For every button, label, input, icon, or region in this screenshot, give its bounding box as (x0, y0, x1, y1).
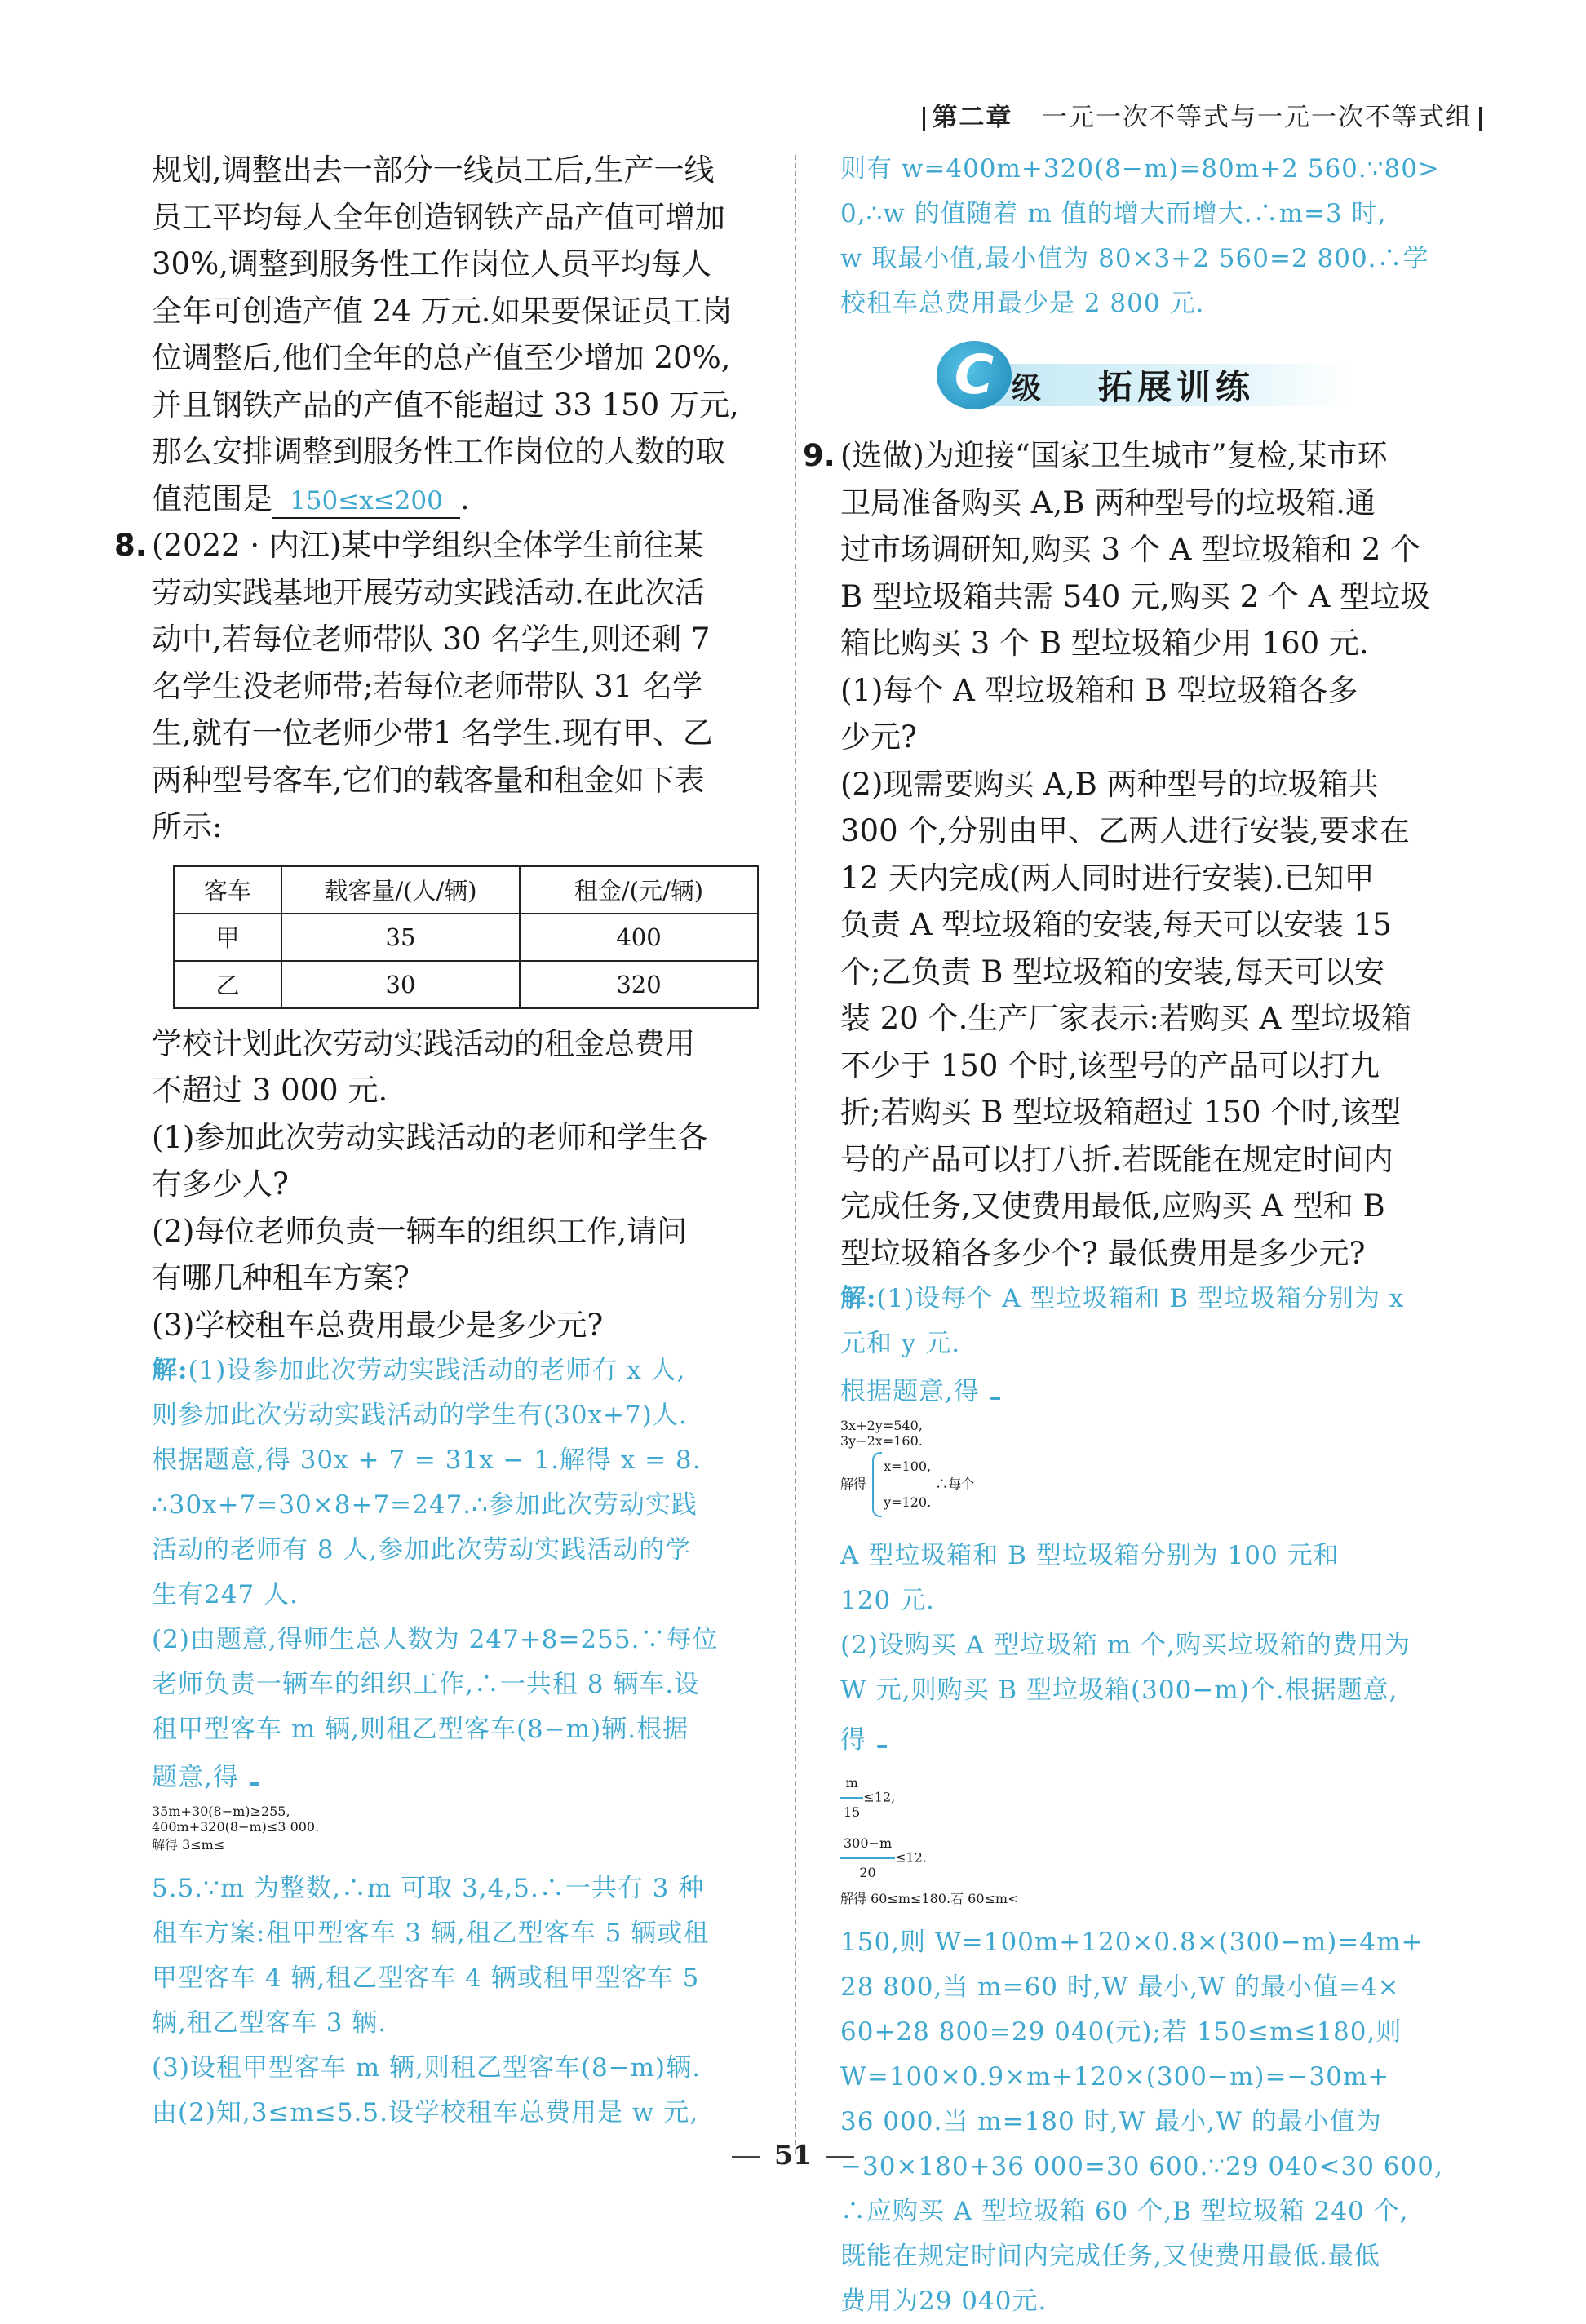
q7-line (152, 428, 765, 476)
q7-text: 全年可创造产值 24 万元.如果要保证员工岗 (152, 293, 733, 329)
sys3-suffix: 解得 60≤m≤180.若 60≤m< (840, 1891, 1019, 1906)
q8-text: 生,就有一位老师少带1 名学生.现有甲、乙 (152, 715, 713, 750)
q8-sol-line (152, 1911, 765, 1956)
q7-answer-blank: 150≤x≤200 (272, 485, 460, 519)
sys2b-line: x=100, (884, 1459, 932, 1474)
q9-text (840, 432, 1477, 1277)
q8-line (152, 569, 765, 617)
sys2-line: 3y−2x=160. (840, 1433, 923, 1449)
q8-text (152, 522, 765, 851)
q8-sol-text: 辆,租乙型客车 3 辆. (152, 2008, 388, 2038)
q8-line (152, 616, 765, 663)
q8-sol-line (152, 1956, 765, 2001)
q9-sol-text: A 型垃圾箱和 B 型垃圾箱分别为 100 元和 (840, 1541, 1340, 1570)
q8-sol-line (152, 1348, 765, 1393)
q8-sub-text: 有哪几种租车方案? (152, 1260, 410, 1295)
q8-system-line (152, 1755, 765, 1800)
q8-number: 8. (114, 528, 147, 563)
sys2-prefix: 根据题意,得 (840, 1377, 980, 1406)
frac2-numerator: 300−m (840, 1830, 895, 1859)
q7-last-prefix: 值范围是 (152, 480, 272, 516)
q8-line (152, 757, 765, 804)
q8-sol-cont-line (840, 237, 1477, 281)
level-c-badge: C (937, 341, 1012, 409)
q8-text: (2022 · 内江)某中学组织全体学生前往某 (152, 528, 704, 563)
q8-solution-part3 (840, 147, 1477, 326)
q9-sol-line (840, 2234, 1477, 2279)
q9-text: (1)每个 A 型垃圾箱和 B 型垃圾箱各多 (840, 672, 1358, 708)
q9-line (840, 1230, 1477, 1277)
q9-line (840, 526, 1477, 573)
q8-sol-cont-line (840, 147, 1477, 192)
table-cell: 乙 (174, 961, 281, 1008)
level-ji-label: 级 (1012, 371, 1042, 405)
solution-system-2 (871, 1449, 931, 1521)
q8-sub-line (152, 1302, 765, 1349)
q9-line (840, 855, 1477, 902)
q7-text: 那么安排调整到服务性工作岗位的人数的取 (152, 434, 725, 469)
q9-sol-line (840, 2010, 1477, 2055)
q8-sub-text: 不超过 3 000 元. (152, 1073, 388, 1108)
q8-sol-line (152, 2046, 765, 2091)
q9-solution-second (840, 1321, 1477, 1366)
q8-sol-line (152, 1707, 765, 1752)
q9-text: 折;若购买 B 型垃圾箱超过 150 个时,该型 (840, 1095, 1402, 1130)
q8-sol-line (152, 1662, 765, 1707)
q9-number: 9. (803, 438, 835, 473)
page-header (916, 96, 1488, 133)
q9-sol-text: 28 800,当 m=60 时,W 最小,W 的最小值=4× (840, 1972, 1400, 2002)
q8-sol-line (152, 1483, 765, 1528)
q8-text: 劳动实践基地开展劳动实践活动.在此次活 (152, 574, 705, 610)
fraction-300-m-over-20 (840, 1830, 895, 1887)
table-header-row (174, 866, 758, 914)
q8-solution-part2 (152, 1866, 765, 2136)
level-title: 拓展训练 (1098, 367, 1256, 407)
q7-line (152, 334, 765, 382)
q9-line (840, 995, 1477, 1042)
q9-sol-line (840, 2279, 1477, 2324)
question-8 (114, 522, 765, 851)
q9-sol-line (840, 1920, 1477, 1965)
sys1-line: 35m+30(8−m)≥255, (152, 1804, 290, 1819)
q9-text: 型垃圾箱各多少个? 最低费用是多少元? (840, 1235, 1366, 1271)
q8-text: 所示: (152, 809, 223, 844)
q7-line (152, 382, 765, 429)
q9-sol-line (840, 2189, 1477, 2234)
q8-sol-text: 5.5.∵m 为整数,∴m 可取 3,4,5.∴一共有 3 种 (152, 1874, 705, 1903)
q9-sol-text: 费用为29 040元. (840, 2286, 1048, 2316)
q9-sol-line (840, 1965, 1477, 2010)
sys1-suffix: 解得 3≤m≤ (152, 1837, 225, 1853)
q8-sol-cont-line (840, 192, 1477, 237)
q9-sol-line (840, 1578, 1477, 1623)
q9-text: 不少于 150 个时,该型号的产品可以打九 (840, 1047, 1380, 1083)
sys3-row-1 (840, 1768, 1477, 1828)
solution-label: 解: (152, 1356, 188, 1385)
table-cell: 甲 (174, 914, 281, 961)
sys1-line: 400m+320(8−m)≤3 000. (152, 1819, 320, 1835)
q9-sol-text: 60+28 800=29 040(元);若 150≤m≤180,则 (840, 2017, 1402, 2047)
q9-sol-text: 既能在规定时间内完成任务,又使费用最低.最低 (840, 2242, 1380, 2271)
page-number: 51 (774, 2139, 812, 2171)
q9-line (840, 1089, 1477, 1136)
q8-sol-cont-text: 0,∴w 的值随着 m 值的增大而增大.∴m=3 时, (840, 199, 1387, 228)
q9-sol-text: (2)设购买 A 型垃圾箱 m 个,购买垃圾箱的费用为 (840, 1631, 1411, 1660)
q8-sol-text: 生有247 人. (152, 1580, 299, 1609)
q8-text: 两种型号客车,它们的载客量和租金如下表 (152, 762, 705, 798)
q8-sol-cont-text: 则有 w=400m+320(8−m)=80m+2 560.∵80> (840, 154, 1440, 184)
q9-sol-line (840, 1534, 1477, 1578)
right-column (803, 147, 1477, 2324)
table-cell: 400 (520, 914, 758, 961)
q9-line (840, 620, 1477, 667)
q7-text: 30%,调整到服务性工作岗位人员平均每人 (152, 246, 711, 281)
q8-line (152, 710, 765, 757)
frac1-denominator: 15 (844, 1804, 861, 1820)
q9-text: 装 20 个.生产厂家表示:若购买 A 型垃圾箱 (840, 1001, 1412, 1036)
q8-sub-line (152, 1114, 765, 1162)
table-cell: 320 (520, 961, 758, 1008)
q8-sol-text: ∴30x+7=30×8+7=247.∴参加此次劳动实践 (152, 1490, 698, 1520)
q8-sol-cont-line (840, 281, 1477, 326)
q9-sol-first: (1)设每个 A 型垃圾箱和 B 型垃圾箱分别为 x (876, 1284, 1405, 1313)
q7-line (152, 241, 765, 288)
q8-sub-text: 学校计划此次劳动实践活动的租金总费用 (152, 1025, 695, 1061)
q9-solution-part3 (840, 1920, 1477, 2324)
q9-line (840, 480, 1477, 527)
sys3-prefix: 得 (840, 1725, 866, 1755)
q9-text: 号的产品可以打八折.若既能在规定时间内 (840, 1141, 1393, 1177)
q8-solution-part1 (152, 1348, 765, 1752)
q8-line (152, 803, 765, 851)
q7-last-suffix: . (460, 480, 470, 516)
q8-sol-line (152, 1866, 765, 1911)
column-divider (795, 155, 796, 2154)
q7-line (152, 194, 765, 241)
q8-sol-text: 则参加此次劳动实践活动的学生有(30x+7)人. (152, 1401, 688, 1430)
q7-last-line (152, 476, 765, 523)
fraction-m-over-15 (840, 1769, 863, 1826)
sys2b-line: y=120. (884, 1494, 932, 1510)
q8-sol-line (152, 2001, 765, 2046)
q8-sol-text: (3)设租甲型客车 m 辆,则租乙型客车(8−m)辆. (152, 2053, 702, 2083)
q9-sol-text: −30×180+36 000=30 600.∵29 040<30 600, (840, 2152, 1443, 2181)
q9-line (840, 573, 1477, 621)
q9-sol-text: 120 元. (840, 1586, 935, 1615)
table-row (174, 914, 758, 961)
q9-text: 少元? (840, 719, 917, 755)
q9-line (840, 714, 1477, 761)
q9-text: 个;乙负责 B 型垃圾箱的安装,每天可以安 (840, 954, 1384, 989)
solution-label: 解: (840, 1284, 877, 1313)
q8-sol-line (152, 1393, 765, 1438)
frac1-numerator: m (840, 1769, 863, 1799)
q7-text: 员工平均每人全年创造钢铁产品产值可增加 (152, 199, 725, 235)
question-9 (803, 432, 1477, 1277)
q8-sub-text: (2)每位老师负责一辆车的组织工作,请问 (152, 1213, 688, 1249)
q7-line (152, 288, 765, 335)
q8-sub-text: (3)学校租车总费用最少是多少元? (152, 1307, 604, 1343)
q9-line (840, 1042, 1477, 1090)
table-header-cell: 客车 (174, 866, 281, 914)
q8-sol-text: 甲型客车 4 辆,租乙型客车 4 辆或租甲型客车 5 (152, 1963, 700, 1993)
chapter-label: 第二章 (932, 103, 1013, 132)
q9-sol-text: W 元,则购买 B 型垃圾箱(300−m)个.根据题意, (840, 1675, 1398, 1705)
q8-sol-text: 根据题意,得 30x + 7 = 31x − 1.解得 x = 8. (152, 1445, 702, 1475)
q9-sol-text: 36 000.当 m=180 时,W 最小,W 的最小值为 (840, 2107, 1382, 2136)
q8-sub-text: 有多少人? (152, 1166, 289, 1202)
q8-sol-text: (1)设参加此次劳动实践活动的老师有 x 人, (188, 1356, 686, 1385)
table-row (174, 961, 758, 1008)
sys2-line: 3x+2y=540, (840, 1418, 923, 1433)
q7-text: 位调整后,他们全年的总产值至少增加 20%, (152, 340, 731, 375)
table-cell: 30 (281, 961, 520, 1008)
q9-text: (2)现需要购买 A,B 两种型号的垃圾箱共 (840, 766, 1379, 802)
q8-sub-line (152, 1255, 765, 1302)
q9-sol-line (840, 2100, 1477, 2145)
q8-sol-text: 由(2)知,3≤m≤5.5.设学校租车总费用是 w 元, (152, 2098, 699, 2127)
table-cell: 35 (281, 914, 520, 961)
q8-sub-text: (1)参加此次劳动实践活动的老师和学生各 (152, 1119, 708, 1155)
table-header-cell: 载客量/(人/辆) (281, 866, 520, 914)
q9-line (840, 1183, 1477, 1230)
header-bar-left (923, 107, 925, 131)
q9-fraction-system-line (840, 1718, 1477, 1763)
sys2-suffix: ∴每个 (935, 1476, 975, 1492)
q9-line (840, 808, 1477, 855)
q8-sub-line (152, 1067, 765, 1114)
sys1-prefix: 题意,得 (152, 1763, 239, 1792)
q9-text: 卫局准备购买 A,B 两种型号的垃圾箱.通 (840, 485, 1376, 520)
table-header-cell: 租金/(元/辆) (520, 866, 758, 914)
q9-sol-text: 150,则 W=100m+120×0.8×(300−m)=4m+ (840, 1928, 1424, 1957)
q9-line (840, 949, 1477, 996)
q7-text: 并且钢铁产品的产值不能超过 33 150 万元, (152, 387, 739, 423)
page-footer (0, 2139, 1586, 2171)
q8-sol-text: 租车方案:租甲型客车 3 辆,租乙型客车 5 辆或租 (152, 1919, 710, 1948)
header-bar-right (1479, 107, 1482, 131)
q9-line (840, 761, 1477, 808)
q9-text: (选做)为迎接“国家卫生城市”复检,某市环 (840, 438, 1388, 473)
q9-system-line (840, 1370, 1477, 1414)
q7-text: 规划,调整出去一部分一线员工后,生产一线 (152, 153, 715, 188)
q9-line (840, 1136, 1477, 1184)
q8-line (152, 522, 765, 569)
q8-sol-cont-text: 校租车总费用最少是 2 800 元. (840, 289, 1205, 318)
left-column (114, 147, 765, 2136)
frac2-denominator: 20 (859, 1865, 876, 1880)
q9-sol-second: 元和 y 元. (840, 1329, 961, 1358)
q9-text: 负责 A 型垃圾箱的安装,每天可以安装 15 (840, 907, 1392, 942)
q9-solution-first (840, 1277, 1477, 1321)
q8-sol-cont-text: w 取最小值,最小值为 80×3+2 560=2 800.∴学 (840, 244, 1429, 273)
q9-solution-part2 (840, 1534, 1477, 1713)
q9-sol-text: W=100×0.9×m+120×(300−m)=−30m+ (840, 2062, 1390, 2092)
q9-sol-line (840, 1668, 1477, 1713)
q9-text: 箱比购买 3 个 B 型垃圾箱少用 160 元. (840, 626, 1369, 661)
q8-text: 名学生没老师带;若每位老师带队 31 名学 (152, 668, 703, 704)
footer-dash-right (826, 2156, 854, 2158)
footer-dash-left (732, 2156, 760, 2158)
q8-sol-line (152, 1438, 765, 1483)
q9-sol-line (840, 1623, 1477, 1668)
q9-text: B 型垃圾箱共需 540 元,购买 2 个 A 型垃圾 (840, 578, 1431, 614)
bus-table (173, 865, 759, 1009)
q8-text: 动中,若每位老师带队 30 名学生,则还剩 7 (152, 622, 711, 657)
q8-sol-line (152, 2091, 765, 2136)
q9-line (840, 432, 1477, 480)
frac1-relation: ≤12, (863, 1789, 896, 1805)
q9-sol-line (840, 2055, 1477, 2100)
question-7-continued (152, 147, 765, 476)
q8-sol-text: 活动的老师有 8 人,参加此次劳动实践活动的学 (152, 1535, 692, 1565)
q8-sub-line (152, 1208, 765, 1255)
q8-sol-line (152, 1528, 765, 1573)
q9-line (840, 667, 1477, 715)
q9-text: 过市场调研知,购买 3 个 A 型垃圾箱和 2 个 (840, 532, 1421, 567)
q9-text: 300 个,分别由甲、乙两人进行安装,要求在 (840, 813, 1410, 848)
q8-subquestions (152, 1020, 765, 1349)
q7-line (152, 147, 765, 194)
q8-sol-text: (2)由题意,得师生总人数为 247+8=255.∵每位 (152, 1625, 719, 1654)
level-c-banner (937, 341, 1477, 414)
q9-text: 12 天内完成(两人同时进行安装).已知甲 (840, 860, 1375, 896)
q8-sol-line (152, 1618, 765, 1662)
q8-sol-text: 老师负责一辆车的组织工作,∴一共租 8 辆车.设 (152, 1670, 701, 1699)
sys2-mid: 解得 (840, 1476, 867, 1492)
q8-line (152, 663, 765, 710)
q8-sol-text: 租甲型客车 m 辆,则租乙型客车(8−m)辆.根据 (152, 1715, 689, 1744)
frac2-relation: ≤12. (895, 1849, 927, 1866)
q9-text: 完成任务,又使费用最低,应购买 A 型和 B (840, 1189, 1385, 1224)
chapter-title: 一元一次不等式与一元一次不等式组 (1042, 103, 1473, 132)
q8-sol-line (152, 1573, 765, 1618)
q9-line (840, 901, 1477, 949)
q8-sub-line (152, 1161, 765, 1208)
q9-sol-text: ∴应购买 A 型垃圾箱 60 个,B 型垃圾箱 240 个, (840, 2197, 1409, 2226)
q8-sub-line (152, 1020, 765, 1068)
sys3-row-2 (840, 1828, 1477, 1888)
